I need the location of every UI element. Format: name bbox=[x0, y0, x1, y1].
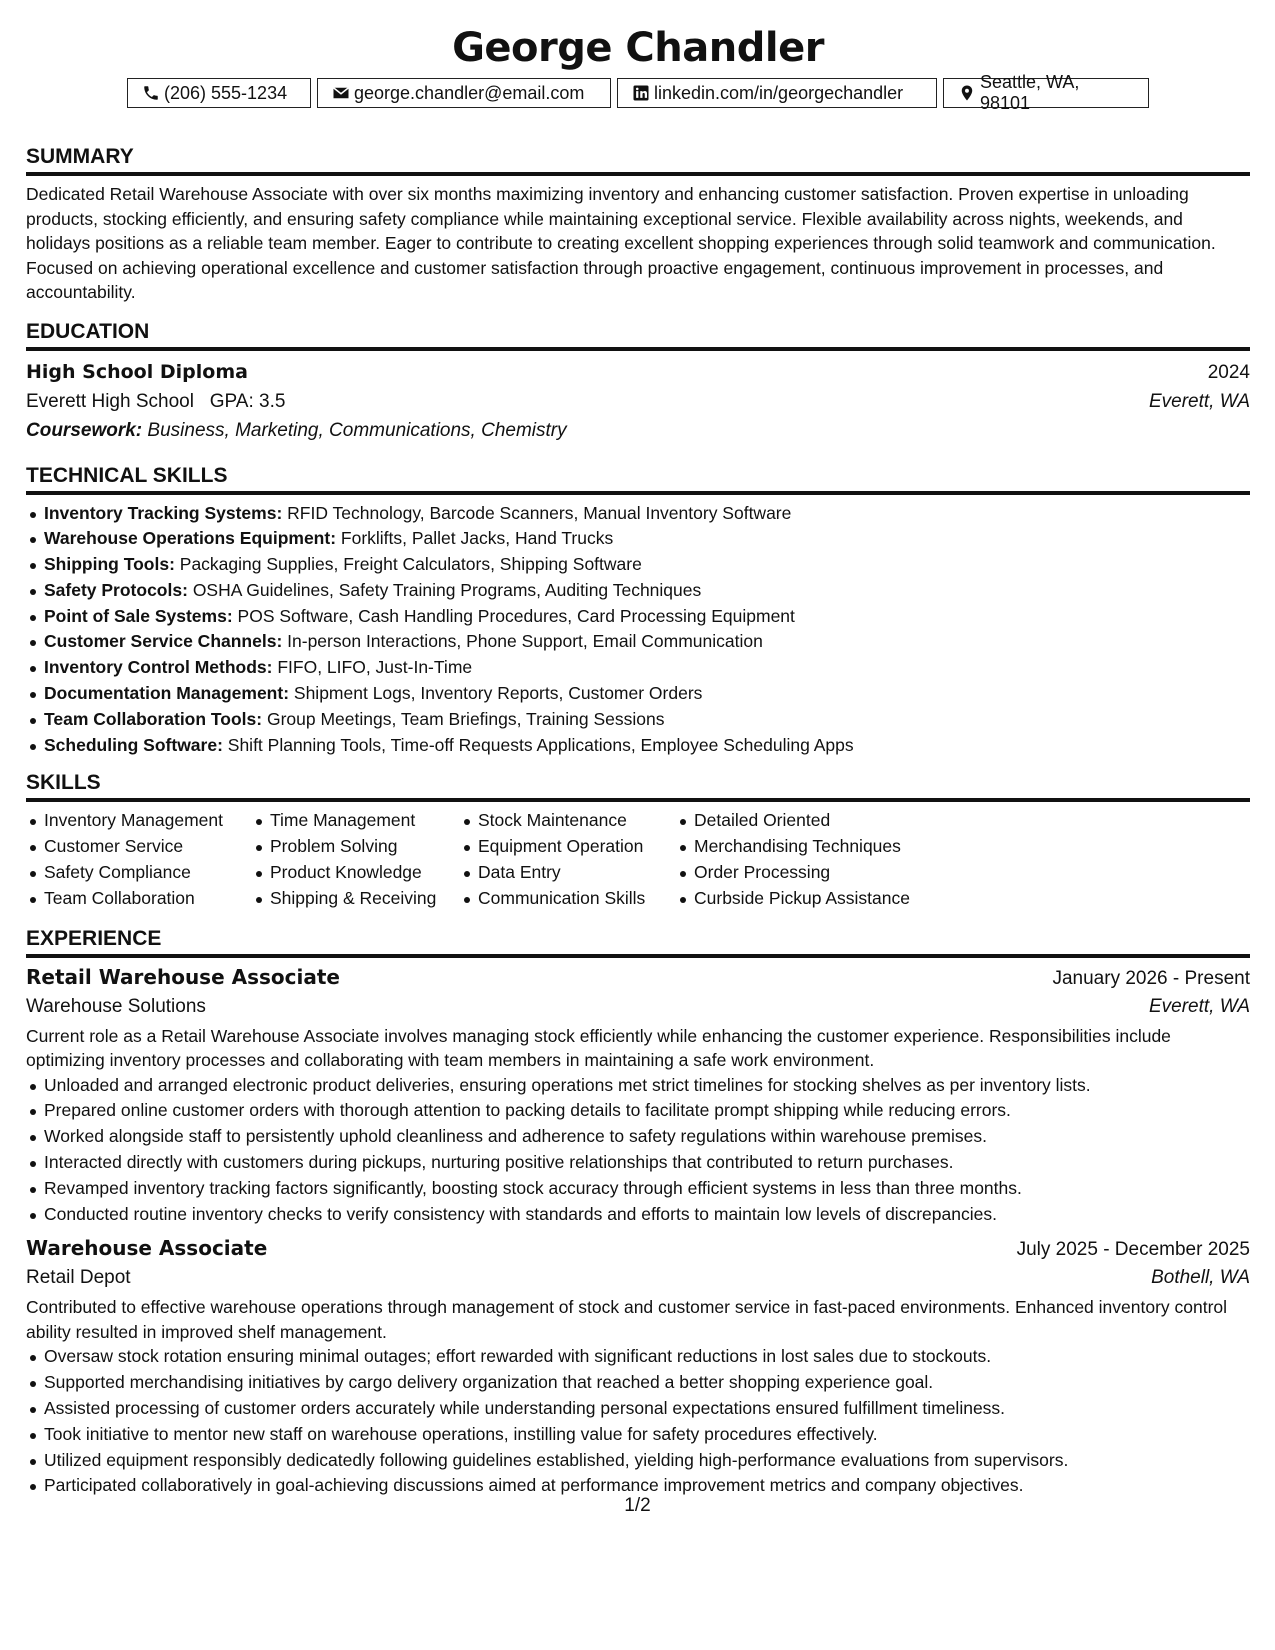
job-location: Everett, WA bbox=[1148, 995, 1250, 1017]
list-item: Took initiative to mentor new staff on warehouse operations, instilling value for safety procedures effectively. bbox=[26, 1422, 1250, 1448]
technical-skills-list bbox=[26, 501, 1250, 759]
list-item: Participated collaboratively in goal-achieving discussions aimed at performance improvement metrics and company objectives. bbox=[26, 1473, 1250, 1499]
list-item: Data Entry bbox=[460, 860, 676, 886]
tech-skill-label: Documentation Management: bbox=[44, 683, 290, 704]
list-item bbox=[26, 604, 1250, 630]
list-item bbox=[26, 552, 1250, 578]
school-line bbox=[26, 387, 285, 416]
education-row bbox=[26, 357, 1250, 387]
job-dates: July 2025 - December 2025 bbox=[1016, 1239, 1250, 1261]
list-item: Problem Solving bbox=[252, 834, 460, 860]
list-item: Curbside Pickup Assistance bbox=[676, 886, 996, 912]
coursework-line bbox=[26, 416, 1250, 445]
list-item: Prepared online customer orders with thorough attention to packing details to facilitate prompt shipping while reducing errors. bbox=[26, 1098, 1250, 1124]
list-item: Safety Compliance bbox=[26, 860, 252, 886]
coursework-list: Business, Marketing, Communications, Chemistry bbox=[147, 419, 567, 441]
resume-page bbox=[26, 0, 1250, 1499]
gpa: GPA: 3.5 bbox=[209, 390, 286, 412]
list-item: Detailed Oriented bbox=[676, 808, 996, 834]
experience-heading: EXPERIENCE bbox=[26, 926, 1250, 958]
list-item: Oversaw stock rotation ensuring minimal outages; effort rewarded with significant reductions in lost sales due to stockouts. bbox=[26, 1344, 1250, 1370]
list-item: Revamped inventory tracking factors significantly, boosting stock accuracy through efficient systems in less than three months. bbox=[26, 1176, 1250, 1202]
skills-grid bbox=[26, 808, 1250, 911]
list-item: Communication Skills bbox=[460, 886, 676, 912]
tech-skill-value: Shift Planning Tools, Time-off Requests Applications, Employee Scheduling Apps bbox=[227, 734, 854, 755]
job-entry bbox=[26, 962, 1250, 1228]
job-description: Contributed to effective warehouse operations through management of stock and customer service in fast-paced environments. Enhanced inventory control ability resulted in improved shelf management. bbox=[26, 1297, 1228, 1342]
list-item: Equipment Operation bbox=[460, 834, 676, 860]
summary-text: Dedicated Retail Warehouse Associate with over six months maximizing inventory and enhancing customer satisfaction. Proven expertise in unloading products, stocking efficiently, and ensuring safety compliance while maintaining exceptional service. Flexible availability across nights, weekends, and holidays positions as a reliable team member. Eager to contribute to creating excellent shopping experiences through solid teamwork and communication. Focused on achieving operational excellence and customer satisfaction through proactive engagement, continuous improvement in processes, and accountability. bbox=[26, 184, 1216, 302]
tech-skill-label: Customer Service Channels: bbox=[44, 631, 283, 652]
education-location: Everett, WA bbox=[1148, 390, 1250, 412]
job-location: Bothell, WA bbox=[1151, 1267, 1250, 1289]
job-bullets bbox=[26, 1344, 1250, 1499]
list-item: Shipping & Receiving bbox=[252, 886, 460, 912]
envelope-icon bbox=[332, 84, 350, 102]
tech-skill-value: Shipment Logs, Inventory Reports, Customer Orders bbox=[293, 683, 703, 704]
job-entry bbox=[26, 1233, 1250, 1499]
tech-skill-label: Team Collaboration Tools: bbox=[44, 708, 263, 729]
tech-skill-value: Forklifts, Pallet Jacks, Hand Trucks bbox=[340, 528, 614, 549]
summary-heading: SUMMARY bbox=[26, 144, 1250, 176]
degree: High School Diploma bbox=[26, 360, 248, 383]
list-item bbox=[26, 526, 1250, 552]
linkedin-text: linkedin.com/in/georgechandler bbox=[654, 82, 904, 103]
skills-column bbox=[26, 808, 252, 911]
tech-skill-value: Packaging Supplies, Freight Calculators, Shipping Software bbox=[179, 554, 642, 575]
tech-skill-label: Point of Sale Systems: bbox=[44, 605, 233, 626]
list-item: Merchandising Techniques bbox=[676, 834, 996, 860]
location-text: Seattle, WA, 98101 bbox=[979, 72, 1080, 113]
list-item: Utilized equipment responsibly dedicatedly following guidelines established, yielding high-performance evaluations from supervisors. bbox=[26, 1448, 1250, 1474]
coursework-label: Coursework: bbox=[26, 419, 143, 441]
list-item: Interacted directly with customers during pickups, nurturing positive relationships that contributed to return purchases. bbox=[26, 1150, 1250, 1176]
education-heading: EDUCATION bbox=[26, 319, 1250, 351]
tech-skill-label: Shipping Tools: bbox=[44, 554, 175, 575]
tech-skill-value: Group Meetings, Team Briefings, Training Sessions bbox=[266, 708, 665, 729]
phone-icon bbox=[142, 84, 160, 102]
job-company: Warehouse Solutions bbox=[26, 995, 206, 1017]
list-item: Inventory Management bbox=[26, 808, 252, 834]
education-school-row bbox=[26, 387, 1250, 416]
technical-skills-heading: TECHNICAL SKILLS bbox=[26, 463, 1250, 495]
tech-skill-label: Inventory Tracking Systems: bbox=[44, 502, 283, 523]
list-item bbox=[26, 733, 1250, 759]
list-item: Order Processing bbox=[676, 860, 996, 886]
school-name: Everett High School bbox=[26, 390, 194, 412]
tech-skill-value: In-person Interactions, Phone Support, Email Communication bbox=[287, 631, 763, 652]
list-item bbox=[26, 655, 1250, 681]
job-dates: January 2026 - Present bbox=[1052, 967, 1250, 989]
list-item: Worked alongside staff to persistently uphold cleanliness and adherence to safety regulations within warehouse premises. bbox=[26, 1124, 1250, 1150]
tech-skill-label: Safety Protocols: bbox=[44, 579, 188, 600]
list-item: Team Collaboration bbox=[26, 886, 252, 912]
email-text: george.chandler@email.com bbox=[354, 82, 585, 103]
job-company: Retail Depot bbox=[26, 1267, 131, 1289]
job-title: Warehouse Associate bbox=[26, 1236, 268, 1261]
map-pin-icon bbox=[958, 84, 976, 102]
education-year: 2024 bbox=[1207, 361, 1250, 383]
phone-text: (206) 555-1234 bbox=[164, 82, 288, 103]
contact-linkedin[interactable] bbox=[617, 78, 937, 108]
list-item: Customer Service bbox=[26, 834, 252, 860]
job-title-row bbox=[26, 962, 1250, 992]
tech-skill-label: Warehouse Operations Equipment: bbox=[44, 528, 337, 549]
list-item bbox=[26, 629, 1250, 655]
list-item bbox=[26, 707, 1250, 733]
list-item bbox=[26, 578, 1250, 604]
skills-column bbox=[676, 808, 996, 911]
job-company-row bbox=[26, 992, 1250, 1021]
tech-skill-value: POS Software, Cash Handling Procedures, Card Processing Equipment bbox=[237, 605, 795, 626]
job-title-row bbox=[26, 1233, 1250, 1263]
contact-location bbox=[943, 72, 1149, 113]
skills-column bbox=[252, 808, 460, 911]
tech-skill-label: Inventory Control Methods: bbox=[44, 657, 273, 678]
tech-skill-value: FIFO, LIFO, Just-In-Time bbox=[277, 657, 473, 678]
list-item: Product Knowledge bbox=[252, 860, 460, 886]
page-number: 1/2 bbox=[624, 1495, 651, 1516]
list-item bbox=[26, 681, 1250, 707]
contact-phone[interactable] bbox=[127, 78, 311, 108]
job-description: Current role as a Retail Warehouse Associate involves managing stock efficiently while enhancing the customer experience. Responsibilities include optimizing inventory processes and collaborating with team members in maintaining a safe work environment. bbox=[26, 1025, 1171, 1071]
skills-column bbox=[460, 808, 676, 911]
list-item: Time Management bbox=[252, 808, 460, 834]
skills-heading: SKILLS bbox=[26, 770, 1250, 802]
tech-skill-label: Scheduling Software: bbox=[44, 734, 223, 755]
list-item: Supported merchandising initiatives by cargo delivery organization that reached a better shopping experience goal. bbox=[26, 1370, 1250, 1396]
contact-email[interactable] bbox=[317, 78, 611, 108]
tech-skill-value: OSHA Guidelines, Safety Training Programs, Auditing Techniques bbox=[192, 579, 702, 600]
candidate-name: George Chandler bbox=[452, 25, 824, 71]
list-item bbox=[26, 501, 1250, 527]
list-item: Assisted processing of customer orders accurately while understanding personal expectations ensured fulfillment timeliness. bbox=[26, 1396, 1250, 1422]
contact-bar bbox=[26, 72, 1250, 113]
job-bullets bbox=[26, 1073, 1250, 1228]
list-item: Stock Maintenance bbox=[460, 808, 676, 834]
job-company-row bbox=[26, 1263, 1250, 1292]
linkedin-icon bbox=[632, 84, 650, 102]
tech-skill-value: RFID Technology, Barcode Scanners, Manual Inventory Software bbox=[287, 502, 792, 523]
list-item: Conducted routine inventory checks to verify consistency with standards and efforts to maintain low levels of discrepancies. bbox=[26, 1202, 1250, 1228]
list-item: Unloaded and arranged electronic product deliveries, ensuring operations met strict timelines for stocking shelves as per inventory lists. bbox=[26, 1073, 1250, 1099]
job-title: Retail Warehouse Associate bbox=[26, 964, 340, 989]
